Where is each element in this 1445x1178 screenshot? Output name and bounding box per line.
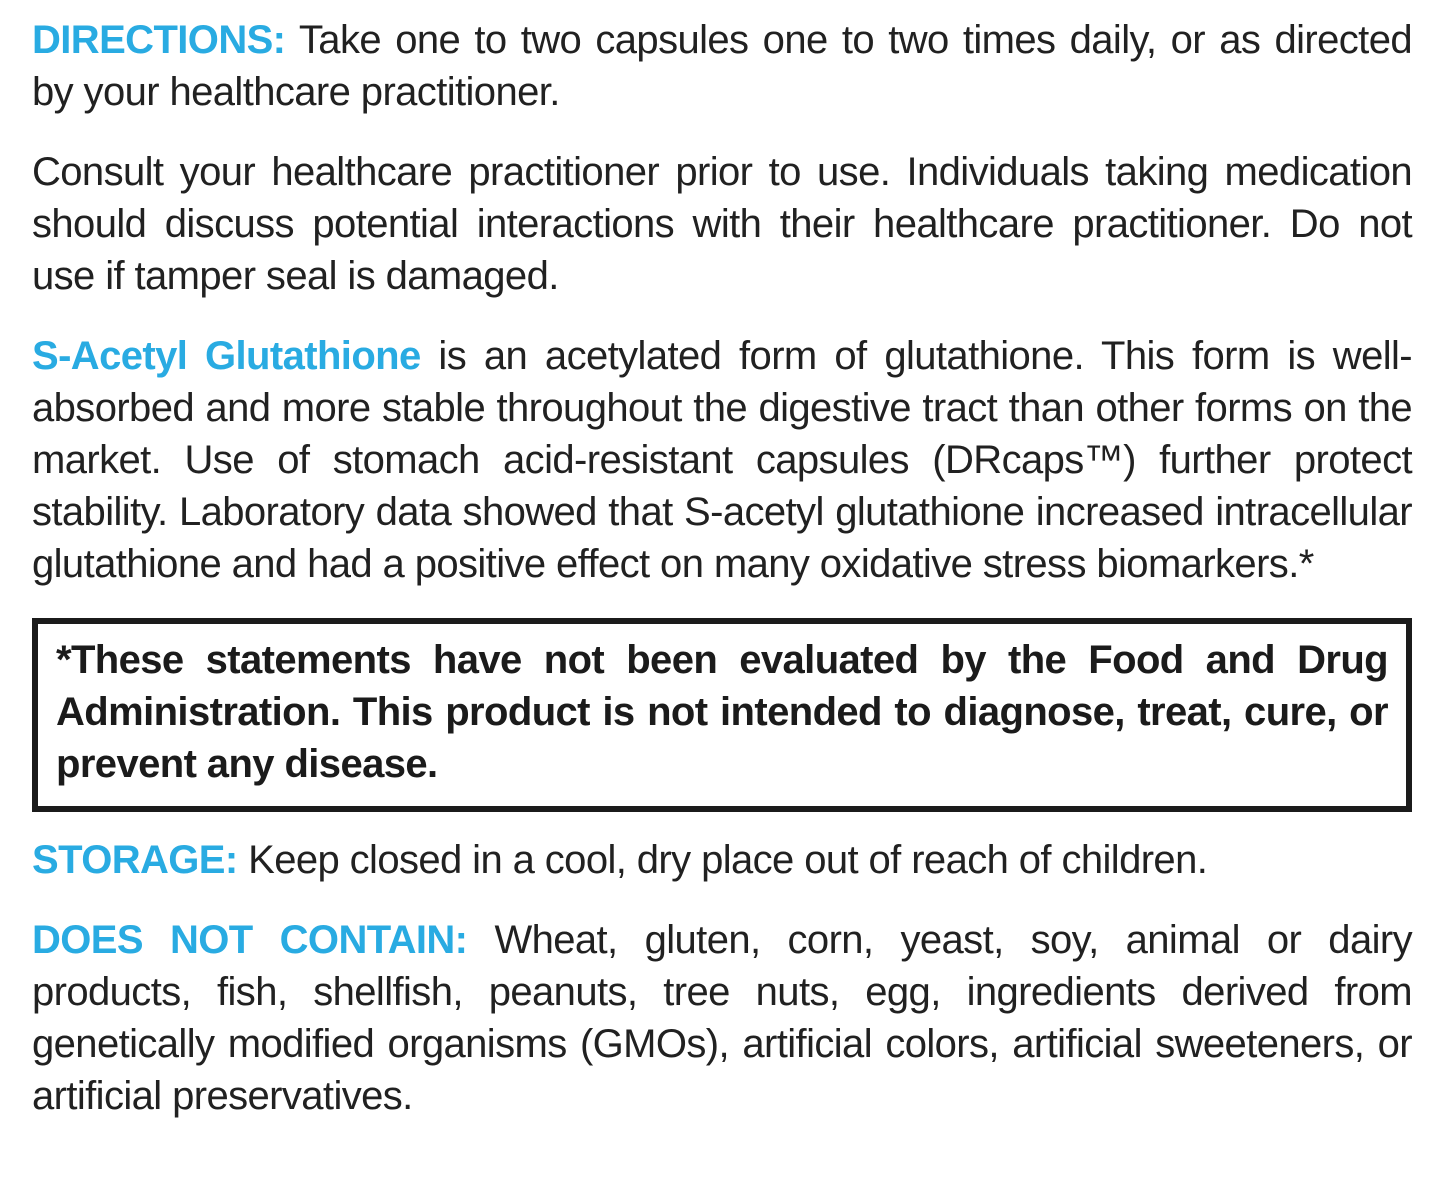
does-not-contain-paragraph bbox=[32, 914, 1412, 1122]
does-not-contain-label: DOES NOT CONTAIN: bbox=[32, 918, 468, 962]
consult-paragraph bbox=[32, 146, 1412, 302]
fda-disclaimer-box bbox=[32, 618, 1412, 812]
consult-text: Consult your healthcare practitioner prior to use. Individuals taking medication should discuss potential interactions with their healthcare practitioner. Do not use if tamper seal is damaged. bbox=[32, 150, 1412, 298]
directions-paragraph bbox=[32, 14, 1412, 118]
storage-paragraph bbox=[32, 834, 1412, 886]
s-acetyl-text: is an acetylated form of glutathione. This form is well-absorbed and more stable throughout the digestive tract than other forms on the market. Use of stomach acid-resistant capsules (DRcaps™) further protect stability. Laboratory data showed that S-acetyl glutathione increased intracellular glutathione and had a positive effect on many oxidative stress biomarkers.* bbox=[32, 334, 1413, 586]
storage-label: STORAGE: bbox=[32, 838, 238, 882]
directions-text: Take one to two capsules one to two times daily, or as directed by your healthcare practitioner. bbox=[32, 18, 1412, 114]
s-acetyl-label: S-Acetyl Glutathione bbox=[32, 334, 421, 378]
directions-label: DIRECTIONS: bbox=[32, 18, 286, 62]
fda-disclaimer-text: *These statements have not been evaluated by the Food and Drug Administration. This product is not intended to diagnose, treat, cure, or prevent any disease. bbox=[56, 638, 1388, 786]
storage-text: Keep closed in a cool, dry place out of reach of children. bbox=[248, 838, 1208, 882]
does-not-contain-text: Wheat, gluten, corn, yeast, soy, animal or dairy products, fish, shellfish, peanuts, tree nuts, egg, ingredients derived from genetically modified organisms (GMOs), artificial colors, artificial sweeteners, or artificial preservatives. bbox=[32, 918, 1412, 1118]
s-acetyl-paragraph bbox=[32, 330, 1412, 590]
